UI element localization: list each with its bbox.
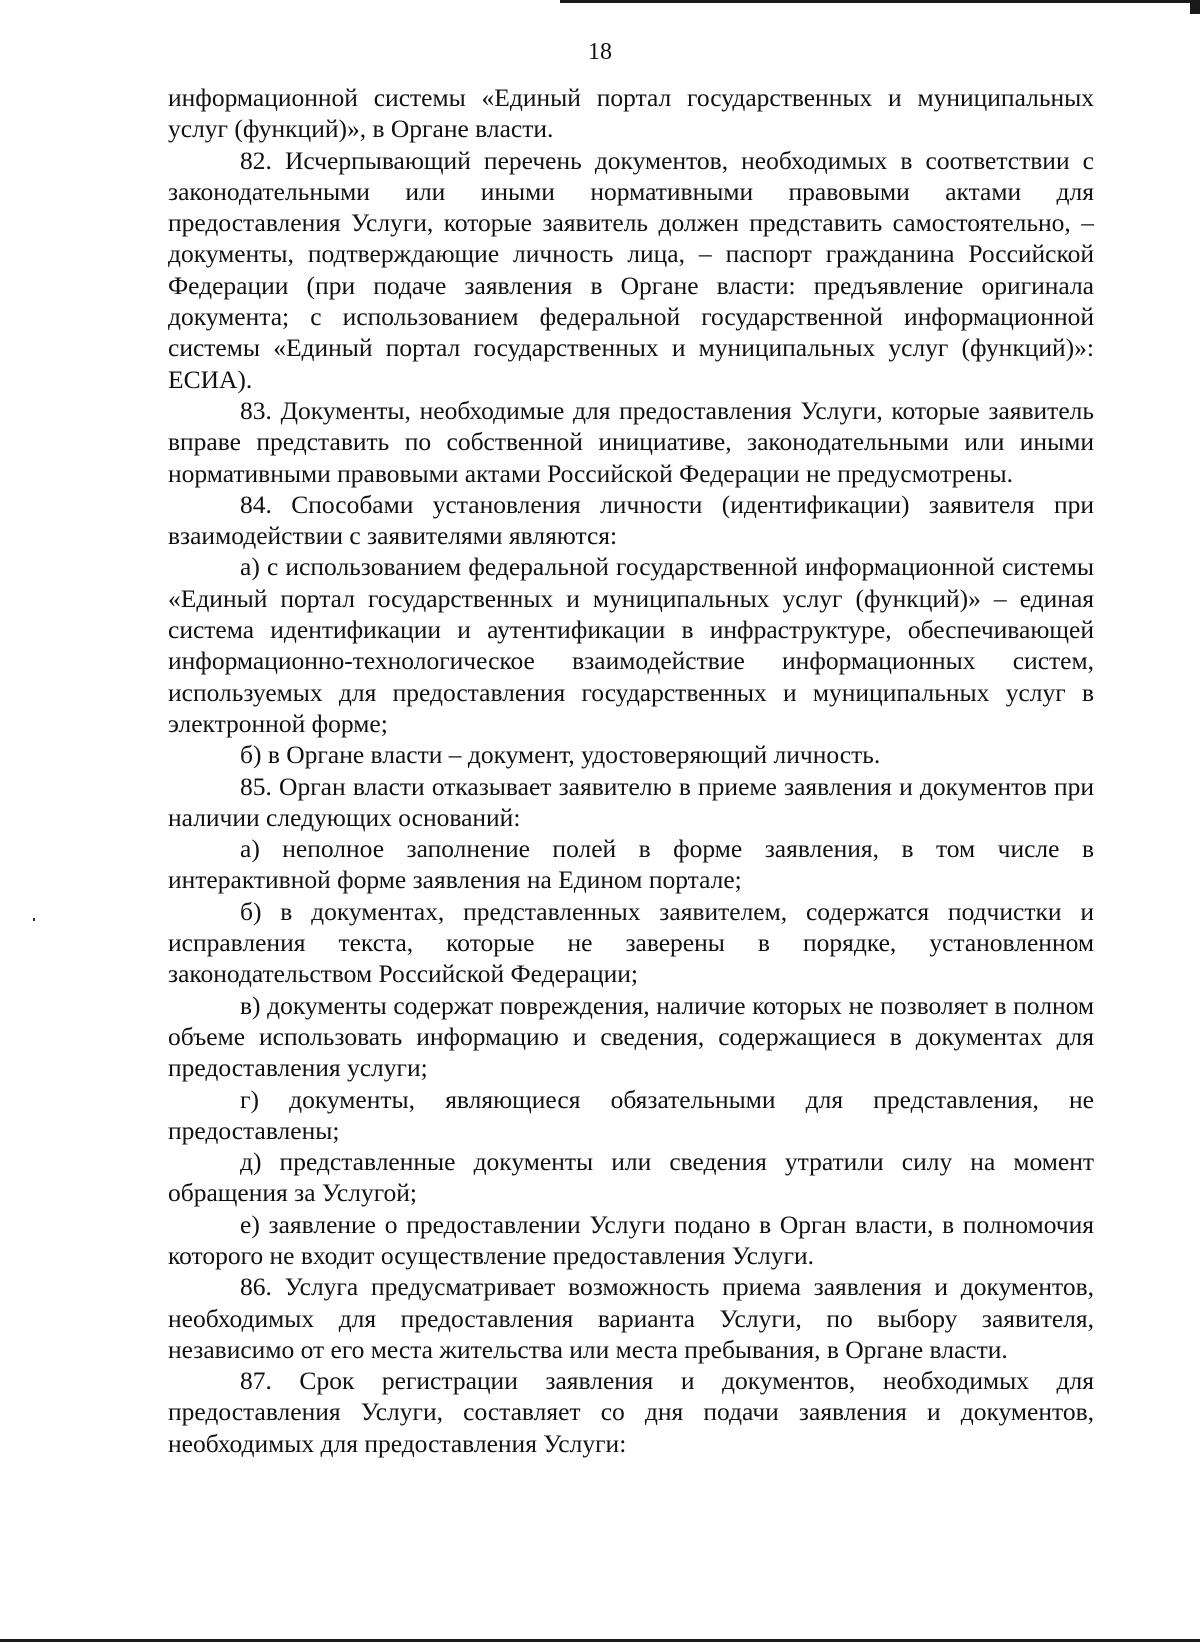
paragraph-85-a: а) неполное заполнение полей в форме заявления, в том числе в интерактивной форме заявления на Едином портале; xyxy=(168,834,1094,895)
paragraph-82: 82. Исчерпывающий перечень документов, необходимых в соответствии с законодательными или иными нормативными правовыми актами для предоставления Услуги, которые заявитель должен представить самостоятельно, – документы, подтверждающие личность лица, – паспорт гражданина Российской Федерации (при подаче заявления в Органе власти: предъявление оригинала документа; с использованием федеральной государственной информационной системы «Единый портал государственных и муниципальных услуг (функций)»: ЕСИА). xyxy=(168,145,1094,394)
paragraph-85-d: д) представленные документы или сведения утратили силу на момент обращения за Услугой; xyxy=(168,1147,1094,1208)
paragraph-84-b: б) в Органе власти – документ, удостоверяющий личность. xyxy=(240,740,881,770)
paragraph-85-e: е) заявление о предоставлении Услуги подано в Орган власти, в полномочия которого не входит осуществление предоставления Услуги. xyxy=(168,1209,1094,1270)
paragraph-continuation: информационной системы «Единый портал государственных и муниципальных услуг (функций)», в Органе власти. xyxy=(168,83,1094,144)
page-number: 18 xyxy=(588,39,612,65)
document-body xyxy=(168,82,1094,1459)
paragraph-85: 85. Орган власти отказывает заявителю в приеме заявления и документов при наличии следующих оснований: xyxy=(168,771,1094,832)
paragraph-85-g: г) документы, являющиеся обязательными для представления, не предоставлены; xyxy=(168,1084,1094,1145)
scan-edge-top xyxy=(560,0,1200,3)
paragraph-87: 87. Срок регистрации заявления и документов, необходимых для предоставления Услуги, составляет со дня подачи заявления и документов, необходимых для предоставления Услуги: xyxy=(168,1366,1094,1458)
paragraph-83: 83. Документы, необходимые для предоставления Услуги, которые заявитель вправе представить по собственной инициативе, законодательными или иными нормативными правовыми актами Российской Федерации не предусмотрены. xyxy=(168,395,1094,488)
scan-edge-bottom xyxy=(0,1639,1200,1642)
paragraph-84-a: а) с использованием федеральной государственной информационной системы «Единый портал государственных и муниципальных услуг (функций)» – единая система идентификации и аутентификации в инфраструктуре, обеспечивающей информационно-технологическое взаимодействие информационных систем, используемых для предоставления государственных и муниципальных услуг в электронной форме; xyxy=(168,552,1094,738)
paragraph-86: 86. Услуга предусматривает возможность приема заявления и документов, необходимых для предоставления варианта Услуги, по выбору заявителя, независимо от его места жительства или места пребывания, в Органе власти. xyxy=(168,1272,1094,1364)
paragraph-85-b: б) в документах, представленных заявителем, содержатся подчистки и исправления текста, которые не заверены в порядке, установленном законодательством Российской Федерации; xyxy=(168,896,1094,989)
paragraph-85-v: в) документы содержат повреждения, наличие которых не позволяет в полном объеме использовать информацию и сведения, содержащиеся в документах для предоставления услуги; xyxy=(168,990,1094,1083)
paragraph-84: 84. Способами установления личности (идентификации) заявителя при взаимодействии с заявителями являются: xyxy=(168,489,1094,551)
scan-edge-corner xyxy=(1190,0,1200,14)
scan-speck xyxy=(33,918,35,921)
